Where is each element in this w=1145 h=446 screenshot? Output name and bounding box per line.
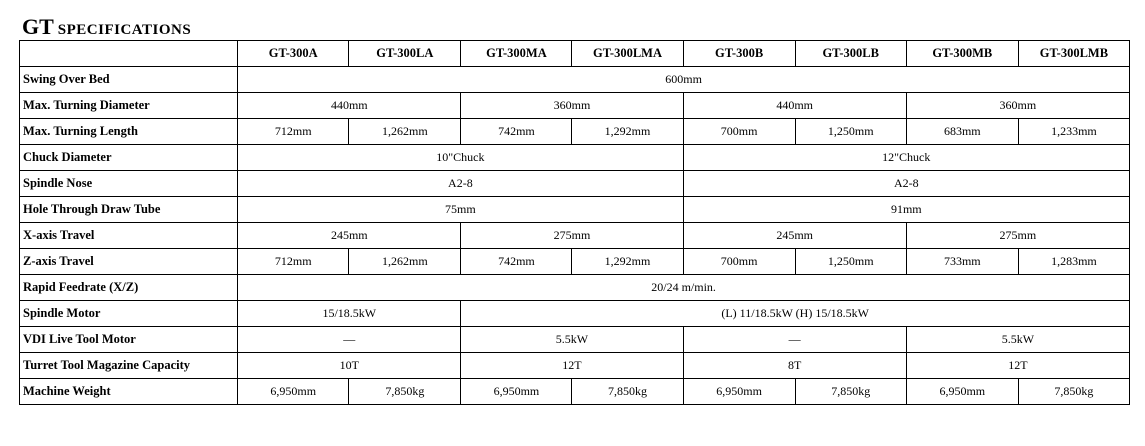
row-label: Spindle Nose xyxy=(20,171,238,197)
spec-value-cell: 742mm xyxy=(461,119,572,145)
table-row xyxy=(20,301,1130,327)
table-row xyxy=(20,327,1130,353)
spec-value-cell: 10T xyxy=(238,353,461,379)
table-row xyxy=(20,197,1130,223)
spec-value-cell: 1,292mm xyxy=(572,249,683,275)
spec-value-cell: 5.5kW xyxy=(906,327,1129,353)
model-header-cell: GT-300LB xyxy=(795,41,906,67)
spec-value-cell: 712mm xyxy=(238,119,349,145)
spec-value-cell: — xyxy=(238,327,461,353)
spec-value-cell: — xyxy=(683,327,906,353)
spec-value-cell: 1,283mm xyxy=(1018,249,1129,275)
table-header-row xyxy=(20,41,1130,67)
spec-value-cell: 6,950mm xyxy=(461,379,572,405)
row-label: Hole Through Draw Tube xyxy=(20,197,238,223)
spec-value-cell: 600mm xyxy=(238,67,1130,93)
row-label: X-axis Travel xyxy=(20,223,238,249)
spec-value-cell: 360mm xyxy=(906,93,1129,119)
row-label: Max. Turning Diameter xyxy=(20,93,238,119)
spec-value-cell: 6,950mm xyxy=(683,379,795,405)
spec-value-cell: 10"Chuck xyxy=(238,145,683,171)
spec-value-cell: 700mm xyxy=(683,119,795,145)
spec-value-cell: 440mm xyxy=(238,93,461,119)
spec-value-cell: 275mm xyxy=(906,223,1129,249)
table-row xyxy=(20,353,1130,379)
row-label: Swing Over Bed xyxy=(20,67,238,93)
spec-value-cell: 7,850kg xyxy=(572,379,683,405)
row-label: Max. Turning Length xyxy=(20,119,238,145)
row-label: Turret Tool Magazine Capacity xyxy=(20,353,238,379)
spec-value-cell: 733mm xyxy=(906,249,1018,275)
header-corner-cell xyxy=(20,41,238,67)
spec-value-cell: 440mm xyxy=(683,93,906,119)
table-row xyxy=(20,67,1130,93)
row-label: Z-axis Travel xyxy=(20,249,238,275)
spec-value-cell: 1,292mm xyxy=(572,119,683,145)
spec-value-cell: 7,850kg xyxy=(1018,379,1129,405)
spec-value-cell: (L) 11/18.5kW (H) 15/18.5kW xyxy=(461,301,1130,327)
spec-value-cell: 245mm xyxy=(683,223,906,249)
row-label: Spindle Motor xyxy=(20,301,238,327)
spec-value-cell: 1,250mm xyxy=(795,249,906,275)
spec-value-cell: 1,233mm xyxy=(1018,119,1129,145)
spec-value-cell: 683mm xyxy=(906,119,1018,145)
spec-value-cell: 712mm xyxy=(238,249,349,275)
table-row xyxy=(20,379,1130,405)
spec-value-cell: 360mm xyxy=(461,93,683,119)
table-row xyxy=(20,119,1130,145)
spec-value-cell: 245mm xyxy=(238,223,461,249)
spec-value-cell: 7,850kg xyxy=(349,379,461,405)
specifications-table xyxy=(19,40,1130,405)
spec-value-cell: 5.5kW xyxy=(461,327,683,353)
spec-value-cell: 700mm xyxy=(683,249,795,275)
spec-value-cell: 12T xyxy=(461,353,683,379)
title-sub: SPECIFICATIONS xyxy=(57,22,192,38)
spec-value-cell: 1,262mm xyxy=(349,249,461,275)
model-header-cell: GT-300LMA xyxy=(572,41,683,67)
model-header-cell: GT-300MA xyxy=(461,41,572,67)
spec-value-cell: A2-8 xyxy=(683,171,1129,197)
spec-value-cell: 1,262mm xyxy=(349,119,461,145)
row-label: VDI Live Tool Motor xyxy=(20,327,238,353)
spec-value-cell: 6,950mm xyxy=(238,379,349,405)
row-label: Machine Weight xyxy=(20,379,238,405)
row-label: Chuck Diameter xyxy=(20,145,238,171)
page-title xyxy=(22,14,191,40)
title-main: GT xyxy=(22,14,54,39)
table-row xyxy=(20,275,1130,301)
spec-value-cell: 20/24 m/min. xyxy=(238,275,1130,301)
spec-value-cell: 75mm xyxy=(238,197,683,223)
spec-value-cell: 7,850kg xyxy=(795,379,906,405)
spec-value-cell: 1,250mm xyxy=(795,119,906,145)
spec-value-cell: 15/18.5kW xyxy=(238,301,461,327)
spec-value-cell: 275mm xyxy=(461,223,683,249)
table-row xyxy=(20,93,1130,119)
spec-value-cell: 742mm xyxy=(461,249,572,275)
model-header-cell: GT-300B xyxy=(683,41,795,67)
table-row xyxy=(20,145,1130,171)
spec-value-cell: 91mm xyxy=(683,197,1129,223)
table-row xyxy=(20,223,1130,249)
model-header-cell: GT-300A xyxy=(238,41,349,67)
model-header-cell: GT-300LMB xyxy=(1018,41,1129,67)
table-row xyxy=(20,171,1130,197)
spec-value-cell: A2-8 xyxy=(238,171,683,197)
model-header-cell: GT-300MB xyxy=(906,41,1018,67)
table-row xyxy=(20,249,1130,275)
spec-value-cell: 8T xyxy=(683,353,906,379)
spec-value-cell: 12T xyxy=(906,353,1129,379)
model-header-cell: GT-300LA xyxy=(349,41,461,67)
spec-value-cell: 6,950mm xyxy=(906,379,1018,405)
row-label: Rapid Feedrate (X/Z) xyxy=(20,275,238,301)
spec-value-cell: 12"Chuck xyxy=(683,145,1129,171)
